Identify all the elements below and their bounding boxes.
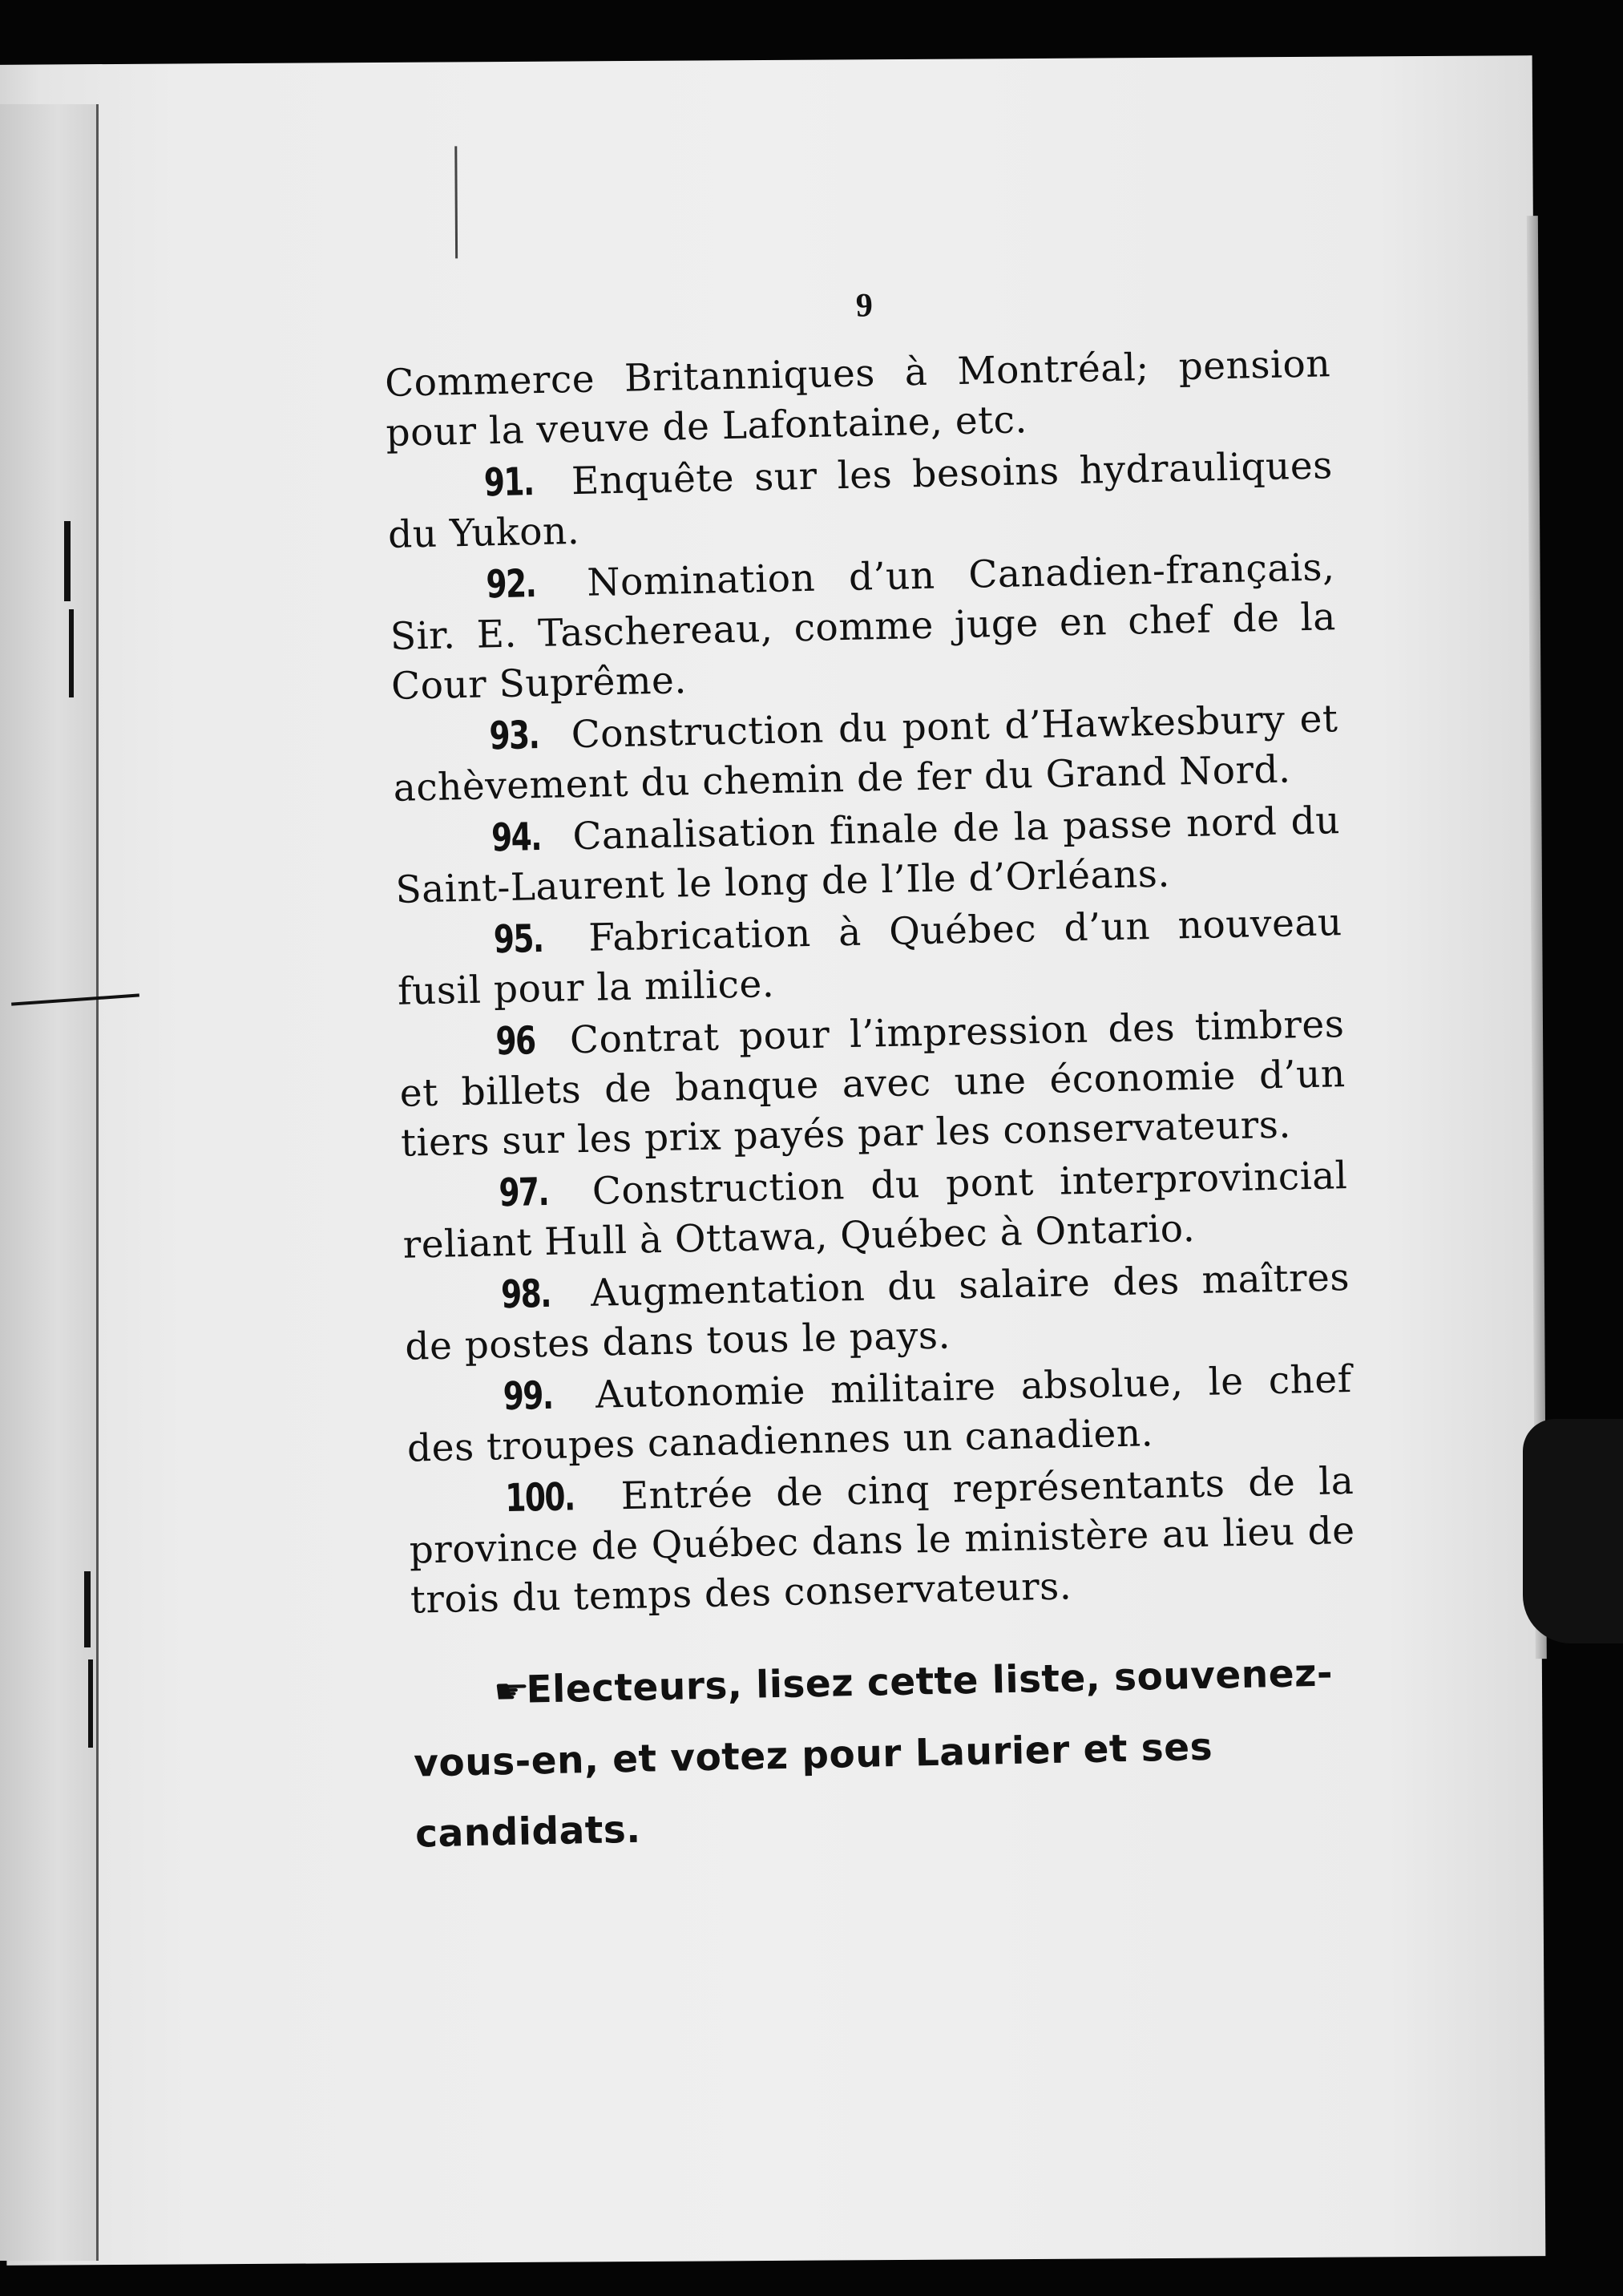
list-item (394, 795, 1342, 916)
list-item (402, 1150, 1349, 1271)
item-number: 97. (498, 1169, 549, 1216)
item-number: 96 (495, 1018, 536, 1065)
list-item (389, 542, 1338, 712)
item-text: Augmentation du salaire des maîtres de postes dans tous le pays. (404, 1255, 1350, 1369)
scan-mark (69, 609, 74, 697)
item-text: Contrat pour l’impression des timbres et billets de banque avec une économie d’un tiers sur les prix payés par les conservateurs. (399, 1002, 1346, 1166)
scan-mark (88, 1659, 93, 1748)
item-text: Autonomie militaire absolue, le chef des troupes canadiennes un canadien. (406, 1356, 1353, 1471)
page-number: 9 (855, 287, 874, 325)
list-item (398, 999, 1347, 1169)
item-text: Construction du pont interprovincial reliant Hull à Ottawa, Québec à Ontario. (402, 1154, 1348, 1267)
page-content (383, 277, 1363, 1907)
item-text: Enquête sur les besoins hydrauliques du Yukon. (387, 443, 1334, 557)
scan-mark (84, 1571, 91, 1647)
item-number: 93. (488, 713, 539, 759)
item-text: Entrée de cinq représentants de la province de Québec dans le ministère au lieu de trois du temps des conservateurs. (409, 1458, 1356, 1623)
pointing-hand-icon: ☛ (493, 1671, 531, 1712)
list-item (386, 440, 1334, 560)
item-number: 95. (493, 916, 544, 963)
list-item (408, 1456, 1357, 1626)
item-number: 100. (504, 1474, 575, 1522)
closing-text: Electeurs, lisez cette liste, souvenez-vous-en, et votez pour Laurier et ses candidats. (413, 1651, 1334, 1857)
closing-appeal (412, 1638, 1362, 1870)
item-number: 92. (486, 561, 536, 608)
item-text: Canalisation finale de la passe nord du Saint-Laurent le long de l’Ile d’Orléans. (394, 798, 1341, 912)
item-number: 98. (500, 1271, 551, 1318)
scan-mark (64, 521, 71, 601)
item-text: Construction du pont d’Hawkesbury et achèvement du chemin de fer du Grand Nord. (393, 697, 1338, 810)
list-item (396, 897, 1343, 1017)
item-number: 94. (491, 815, 542, 861)
paragraph-continuation (385, 339, 1332, 459)
fold-line (454, 146, 458, 258)
item-number: 91. (483, 459, 535, 506)
binding-strip (0, 104, 99, 2261)
list-item (406, 1354, 1353, 1474)
item-number: 99. (503, 1372, 554, 1420)
list-item (392, 693, 1339, 814)
item-text: Nomination d’un Canadien-français, Sir. E. Taschereau, comme juge en chef de la Cour Suprême. (390, 545, 1337, 709)
item-text: Fabrication à Québec d’un nouveau fusil pour la milice. (397, 900, 1343, 1014)
scan-mark (1523, 1419, 1623, 1643)
list-item (403, 1252, 1350, 1372)
paragraph-text: Commerce Britanniques à Montréal; pension pour la veuve de Lafontaine, etc. (384, 342, 1331, 455)
